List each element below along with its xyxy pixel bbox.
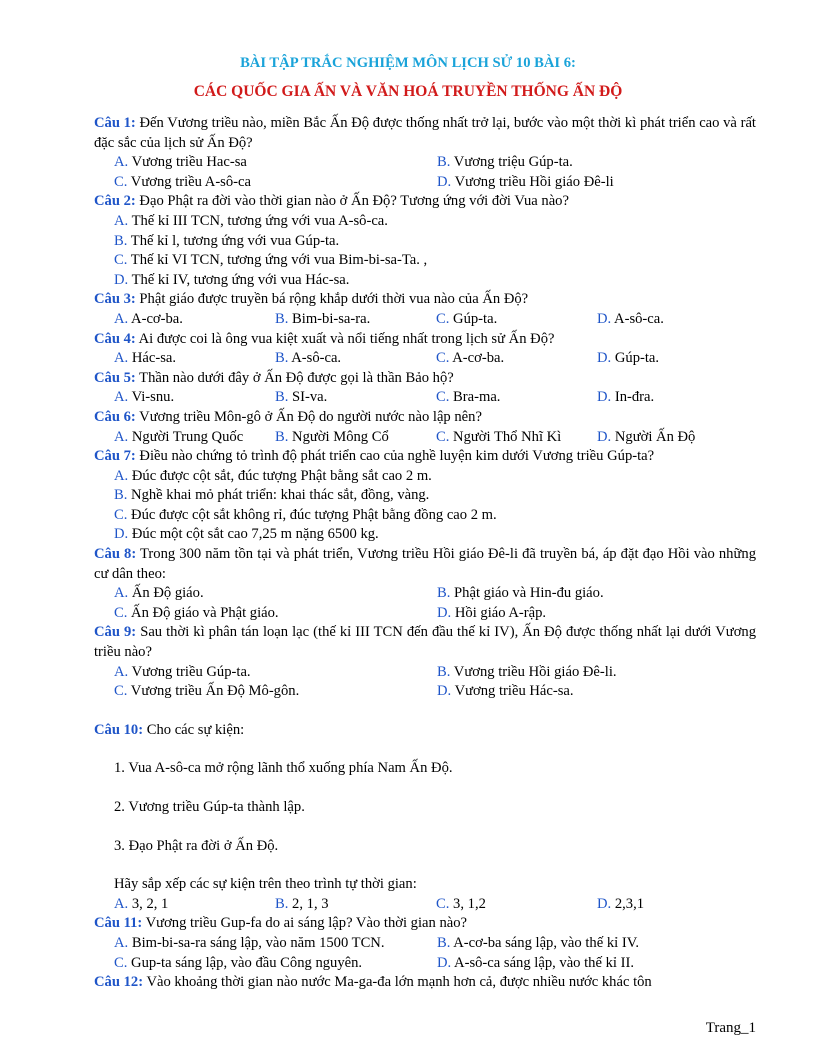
question-2 [94, 192, 756, 212]
statement-2: 2. Vương triều Gúp-ta thành lập. [114, 799, 305, 815]
option-c[interactable]: C. Vương triều Ấn Độ Mô-gôn. [114, 683, 300, 700]
question-12 [94, 973, 756, 993]
question-number: Câu 3: [94, 291, 136, 308]
question-prompt: Hãy sắp xếp các sự kiện trên theo trình tự thời gian: [114, 876, 417, 893]
option-d[interactable]: D. A-sô-ca sáng lập, vào thế kỉ II. [437, 954, 634, 971]
option-b[interactable]: B. SI-va. [275, 389, 328, 406]
options-6 [94, 428, 756, 448]
question-9 [94, 623, 756, 662]
question-number: Câu 7: [94, 448, 136, 465]
question-1 [94, 114, 756, 153]
option-a[interactable]: A. 3, 2, 1 [114, 895, 169, 912]
options-11 [94, 934, 756, 973]
option-b[interactable]: B. 2, 1, 3 [275, 895, 329, 912]
spacer [94, 818, 756, 837]
option-b[interactable]: B. Phật giáo và Hin-đu giáo. [437, 585, 604, 602]
option-a[interactable]: A. Vương triều Gúp-ta. [114, 663, 251, 680]
options-10 [94, 895, 756, 915]
option-b[interactable]: B. Thế kỉ l, tương ứng với vua Gúp-ta. [114, 232, 340, 249]
spacer [94, 856, 756, 875]
question-number: Câu 8: [94, 546, 137, 563]
question-number: Câu 1: [94, 115, 136, 131]
question-number: Câu 5: [94, 369, 136, 386]
question-number: Câu 2: [94, 193, 136, 210]
question-number: Câu 10: [94, 721, 144, 738]
option-d[interactable]: D. Thế kỉ IV, tương ứng với vua Hác-sa. [114, 271, 350, 288]
option-b[interactable]: B. Vương triều Hồi giáo Đê-li. [437, 663, 617, 680]
question-6 [94, 408, 756, 428]
option-a[interactable]: A. Vương triều Hac-sa [114, 154, 247, 171]
options-4 [94, 349, 756, 369]
option-a[interactable]: A. Vi-snu. [114, 389, 175, 406]
page-subtitle: CÁC QUỐC GIA ẤN VÀ VĂN HOÁ TRUYỀN THỐNG ẤN ĐỘ [193, 83, 623, 100]
question-text: Sau thời kì phân tán loạn lạc (thế kỉ III TCN đến đầu thế kỉ IV), Ấn Độ được thống nhất lại dưới Vương triều nào? [94, 624, 757, 661]
option-a[interactable]: A. Thế kỉ III TCN, tương ứng với vua A-sô-ca. [114, 212, 388, 229]
option-d[interactable]: D. 2,3,1 [597, 895, 645, 912]
question-8 [94, 545, 756, 584]
options-8 [94, 584, 756, 623]
statement-1: 1. Vua A-sô-ca mở rộng lãnh thổ xuống phía Nam Ấn Độ. [114, 760, 453, 777]
option-b[interactable]: B. Người Mông Cổ [275, 428, 389, 445]
question-number: Câu 6: [94, 408, 136, 425]
option-d[interactable]: D. Hồi giáo A-rập. [437, 604, 547, 621]
option-c[interactable]: C. Vương triều A-sô-ca [114, 173, 251, 190]
question-text: Ai được coi là ông vua kiệt xuất và nổi tiếng nhất trong lịch sử Ấn Độ? [138, 330, 555, 347]
question-text: Điều nào chứng tỏ trình độ phát triển cao của nghề luyện kim dưới Vương triều Gúp-ta? [139, 448, 655, 465]
option-d[interactable]: D. Vương triều Hác-sa. [437, 683, 574, 700]
question-number: Câu 4: [94, 330, 136, 347]
option-c[interactable]: C. Gúp-ta. [436, 310, 498, 327]
question-11 [94, 914, 756, 934]
option-c[interactable]: C. Bra-ma. [436, 389, 501, 406]
question-number: Câu 12: [94, 974, 144, 991]
option-d[interactable]: D. Gúp-ta. [597, 350, 660, 367]
page-title: BÀI TẬP TRẮC NGHIỆM MÔN LỊCH SỬ 10 BÀI 6: [240, 55, 576, 71]
options-2 [94, 212, 756, 290]
question-text: Phật giáo được truyền bá rộng khắp dưới thời vua nào của Ấn Độ? [139, 291, 529, 308]
question-text: Cho các sự kiện: [146, 721, 245, 738]
option-d[interactable]: D. In-đra. [597, 389, 655, 406]
options-5 [94, 388, 756, 408]
option-c[interactable]: C. A-cơ-ba. [436, 350, 505, 367]
question-number: Câu 9: [94, 624, 137, 641]
option-d[interactable]: D. Người Ấn Độ [597, 428, 696, 445]
option-b[interactable]: B. Vương triệu Gúp-ta. [437, 154, 573, 171]
option-a[interactable]: A. A-cơ-ba. [114, 310, 183, 327]
spacer [94, 740, 756, 759]
question-text: Trong 300 năm tồn tại và phát triển, Vương triều Hồi giáo Đê-li đã truyền bá, áp đặt đạo Hồi vào những cư dân theo: [94, 546, 756, 582]
option-a[interactable]: A. Hác-sa. [114, 350, 177, 367]
question-text: Vương triều Gup-fa do ai sáng lập? Vào thời gian nào? [145, 915, 467, 932]
spacer [94, 702, 756, 721]
options-9 [94, 663, 756, 702]
option-c[interactable]: C. Người Thổ Nhĩ Kì [436, 428, 562, 445]
question-text: Đến Vương triều nào, miền Bắc Ấn Độ được thống nhất trở lại, bước vào một thời kì phát triển cao và rất đặc sắc của lịch sử Ấn Độ? [94, 115, 756, 151]
question-text: Vào khoảng thời gian nào nước Ma-ga-đa lớn mạnh hơn cả, được nhiều nước khác tôn [146, 974, 652, 991]
option-d[interactable]: D. Đúc một cột sắt cao 7,25 m nặng 6500 kg. [114, 526, 379, 543]
question-list [94, 114, 756, 993]
option-c[interactable]: C. Gup-ta sáng lập, vào đầu Công nguyên. [114, 954, 363, 971]
option-a[interactable]: A. Ấn Độ giáo. [114, 585, 204, 602]
option-d[interactable]: D. A-sô-ca. [597, 310, 664, 327]
spacer [94, 779, 756, 798]
option-a[interactable]: A. Đúc được cột sắt, đúc tượng Phật bằng sắt cao 2 m. [114, 467, 432, 484]
option-a[interactable]: A. Người Trung Quốc [114, 428, 244, 445]
option-b[interactable]: B. Bim-bi-sa-ra. [275, 310, 371, 327]
question-10 [94, 721, 756, 741]
option-c[interactable]: C. 3, 1,2 [436, 895, 486, 912]
question-text: Vương triều Môn-gô ở Ấn Độ do người nước nào lập nên? [139, 408, 482, 425]
option-c[interactable]: C. Thế kỉ VI TCN, tương ứng với vua Bim-bi-sa-Ta. , [114, 252, 428, 269]
option-b[interactable]: B. A-cơ-ba sáng lập, vào thế kỉ IV. [437, 934, 639, 951]
question-7 [94, 447, 756, 467]
option-c[interactable]: C. Đúc được cột sắt không rỉ, đúc tượng Phật bằng đồng cao 2 m. [114, 506, 497, 523]
question-5 [94, 369, 756, 389]
options-3 [94, 310, 756, 330]
option-b[interactable]: B. A-sô-ca. [275, 350, 342, 367]
question-4 [94, 330, 756, 350]
page-number: Trang_1 [705, 1020, 756, 1036]
options-7 [94, 467, 756, 545]
question-3 [94, 290, 756, 310]
question-number: Câu 11: [94, 915, 143, 932]
options-1 [94, 153, 756, 192]
question-text: Đạo Phật ra đời vào thời gian nào ở Ấn Độ? Tương ứng với đời Vua nào? [139, 193, 569, 210]
question-text: Thần nào dưới đây ở Ấn Độ được gọi là thần Bảo hộ? [139, 369, 454, 386]
option-d[interactable]: D. Vương triều Hồi giáo Đê-li [437, 173, 614, 190]
option-a[interactable]: A. Bim-bi-sa-ra sáng lập, vào năm 1500 TCN. [114, 934, 385, 951]
option-b[interactable]: B. Nghề khai mỏ phát triển: khai thác sắt, đồng, vàng. [114, 487, 430, 504]
option-c[interactable]: C. Ấn Độ giáo và Phật giáo. [114, 604, 279, 621]
statement-3: 3. Đạo Phật ra đời ở Ấn Độ. [114, 837, 279, 854]
